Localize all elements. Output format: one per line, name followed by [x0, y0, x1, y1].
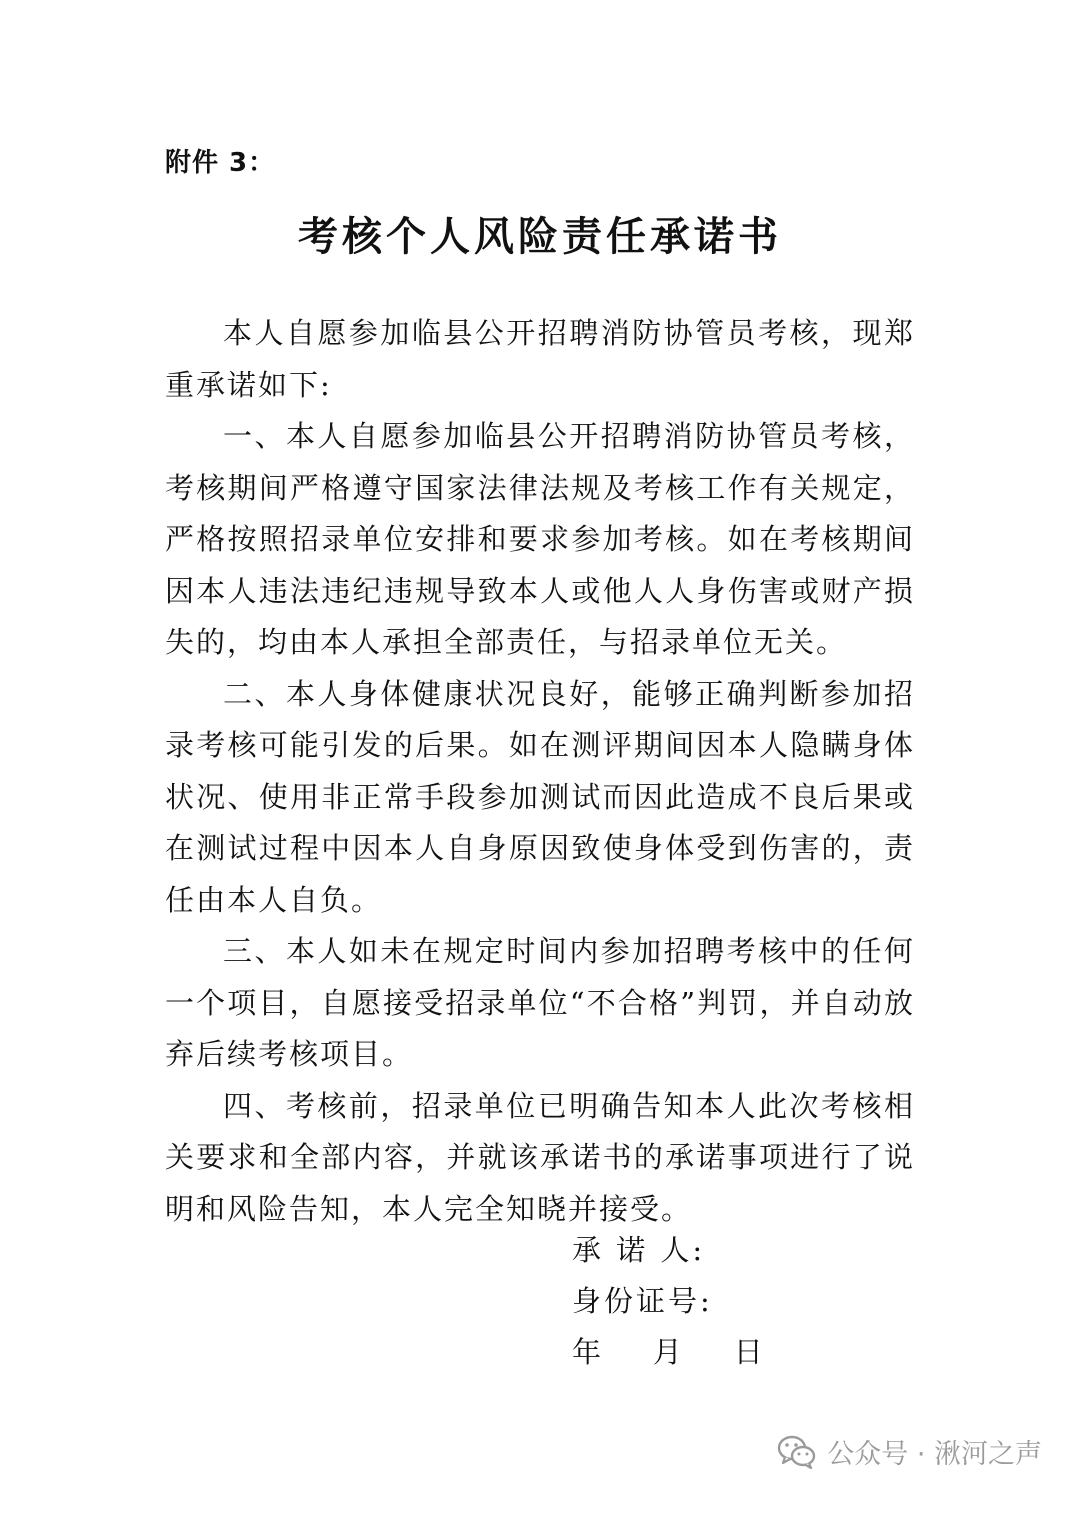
clause-paragraph-1: 一、本人自愿参加临县公开招聘消防协管员考核，考核期间严格遵守国家法律法规及考核工作有关规定，严格按照招录单位安排和要求参加考核。如在考核期间因本人违法违纪违规导致本人或他人人身伤害或财产损失的，均由本人承担全部责任，与招录单位无关。	[165, 419, 915, 659]
date-label: 年 月 日	[572, 1335, 766, 1369]
wechat-icon	[777, 1435, 817, 1469]
clause-paragraph-2: 二、本人身体健康状况良好，能够正确判断参加招录考核可能引发的后果。如在测评期间因本人隐瞒身体状况、使用非正常手段参加测试而因此造成不良后果或在测试过程中因本人自身原因致使身体受到伤害的，责任由本人自负。	[165, 676, 915, 917]
document-body	[165, 308, 915, 1235]
promisor-label: 承 诺 人:	[572, 1233, 706, 1267]
id-number-label: 身份证号:	[572, 1284, 713, 1318]
intro-paragraph: 本人自愿参加临县公开招聘消防协管员考核，现郑重承诺如下:	[165, 316, 915, 402]
document-title: 考核个人风险责任承诺书	[298, 213, 782, 260]
watermark-text: 公众号 · 湫河之声	[827, 1439, 1042, 1470]
attachment-label: 附件 3：	[165, 148, 276, 178]
watermark	[777, 1432, 1042, 1471]
signature-block	[572, 1225, 766, 1378]
clause-paragraph-3: 三、本人如未在规定时间内参加招聘考核中的任何一个项目，自愿接受招录单位“不合格”判罚，并自动放弃后续考核项目。	[165, 934, 915, 1071]
clause-paragraph-4: 四、考核前，招录单位已明确告知本人此次考核相关要求和全部内容，并就该承诺书的承诺事项进行了说明和风险告知，本人完全知晓并接受。	[165, 1088, 915, 1226]
